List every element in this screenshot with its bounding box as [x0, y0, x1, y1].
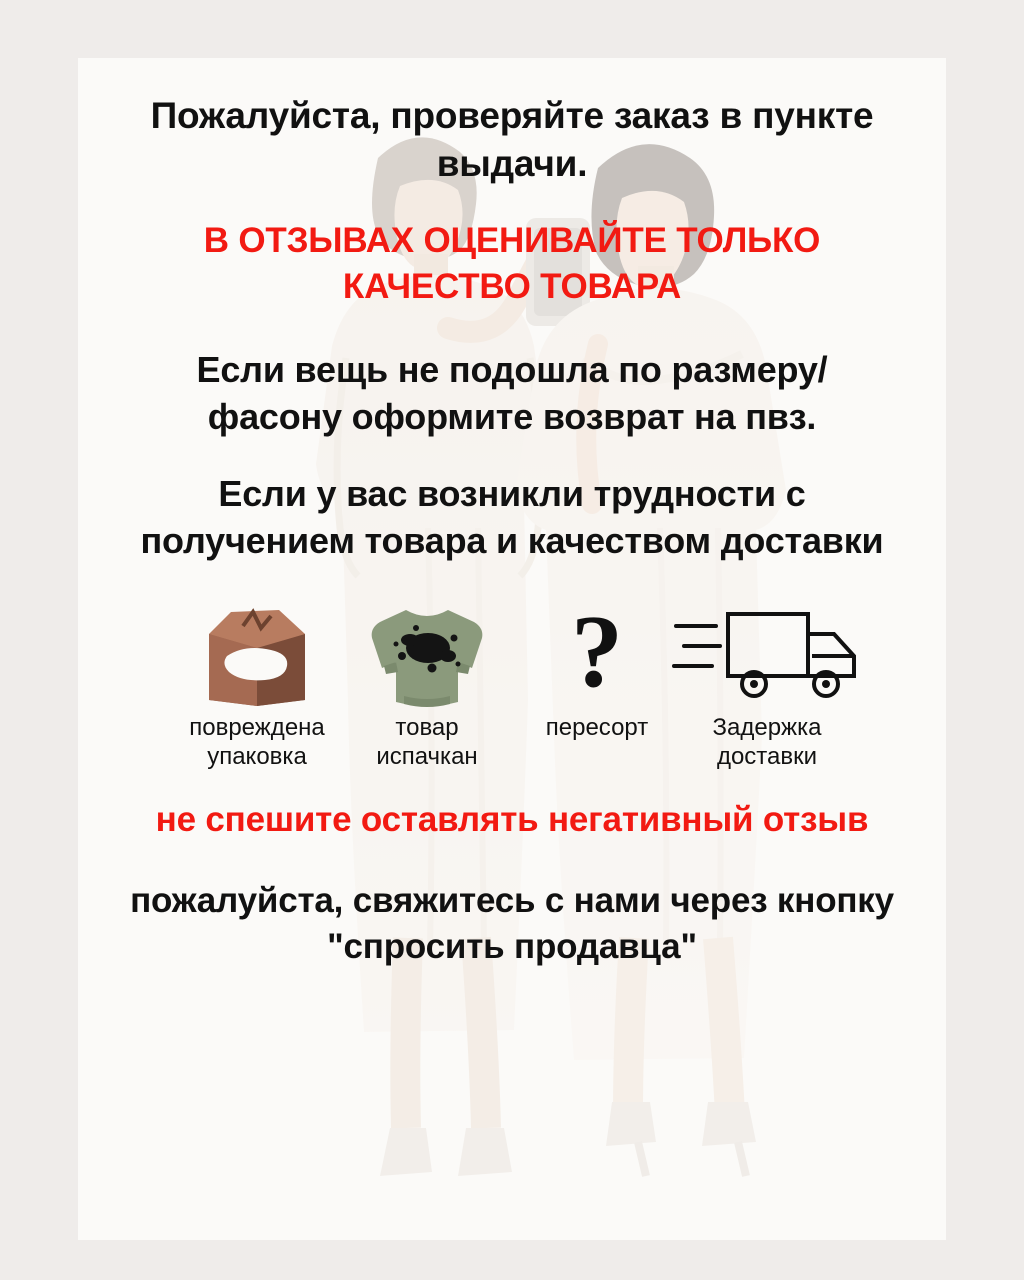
poster-card: [78, 58, 946, 1240]
delivery-truck-icon: [672, 600, 862, 708]
icon-cell-wrong-item: [512, 600, 682, 742]
poster-text-content: [78, 58, 946, 564]
icon-cell-delivery-delay: [682, 600, 852, 771]
icon-label-delivery-delay: Задержка доставки: [712, 714, 822, 770]
icon-cell-damaged-box: [172, 600, 342, 771]
paragraph-size-return: Если вещь не подошла по размеру/фасону оформите возврат на пвз.: [196, 349, 828, 437]
problem-icons-row: [78, 590, 946, 771]
icon-label-wrong-item: пересорт: [545, 714, 649, 742]
warning-negative-review: не спешите оставлять негативный отзыв: [155, 800, 869, 839]
damaged-box-icon: [201, 600, 313, 708]
contact-seller-text: пожалуйста, свяжитесь с нами через кнопку "спросить продавца": [130, 881, 894, 967]
icon-label-stained-item: товар испачкан: [376, 714, 478, 770]
headline-check-order: Пожалуйста, проверяйте заказ в пункте выдачи.: [150, 95, 874, 185]
paragraph-delivery-problems: Если у вас возникли трудности с получением товара и качеством доставки: [140, 472, 884, 561]
question-mark-icon: [560, 600, 634, 708]
svg-text:?: ?: [571, 604, 623, 709]
headline-rate-quality-only: В ОТЗЫВАХ ОЦЕНИВАЙТЕ ТОЛЬКО КАЧЕСТВО ТОВАРА: [203, 221, 821, 306]
stained-sweater-icon: [366, 600, 488, 708]
icon-label-damaged-box: повреждена упаковка: [189, 714, 325, 770]
icon-cell-stained-item: [342, 600, 512, 771]
